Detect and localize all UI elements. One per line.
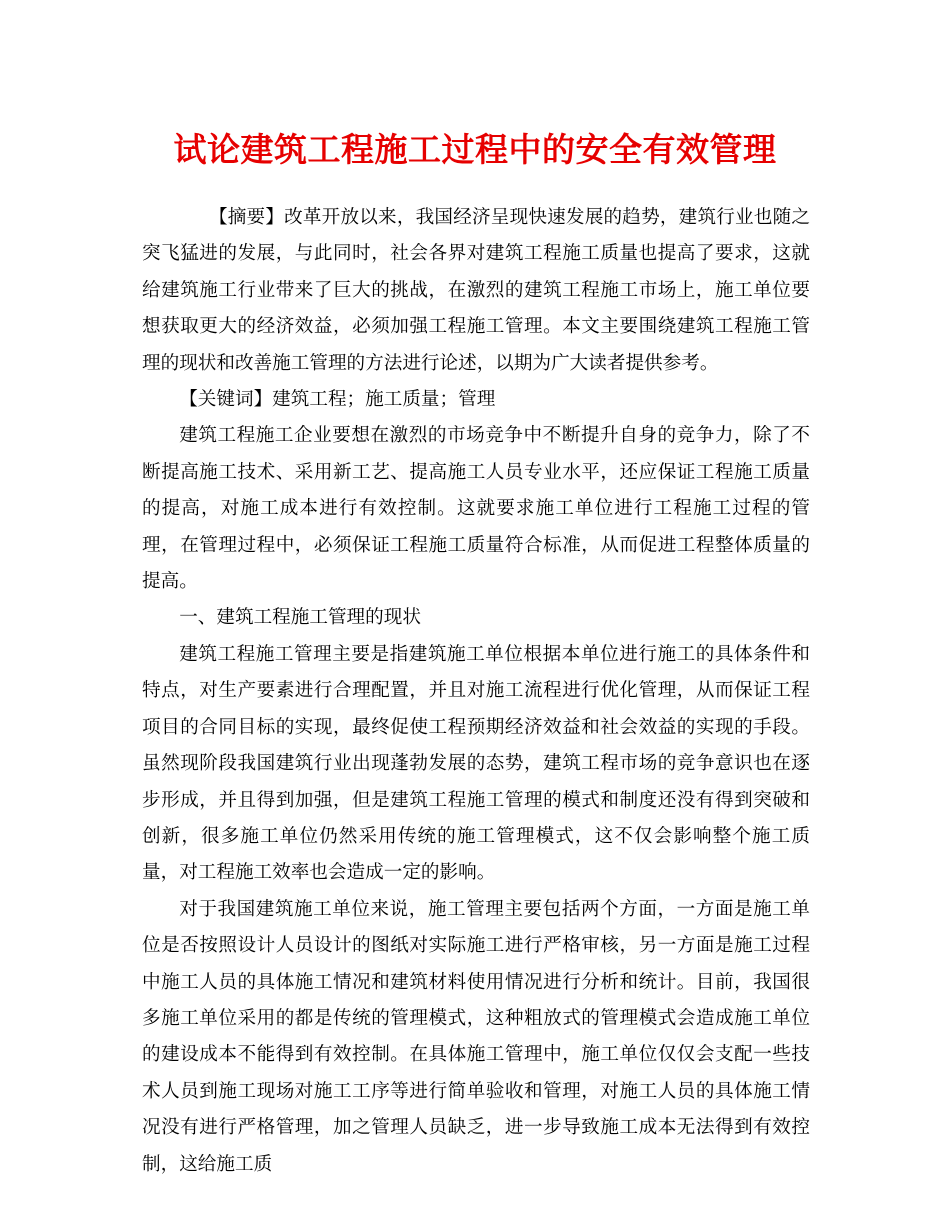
body-paragraph: 对于我国建筑施工单位来说，施工管理主要包括两个方面，一方面是施工单位是否按照设计人员设计的图纸对实际施工进行严格审核，另一方面是施工过程中施工人员的具体施工情况和建筑材料使用情况进行分析和统计。目前，我国很多施工单位采用的都是传统的管理模式，这种粗放式的管理模式会造成施工单位的建设成本不能得到有效控制。在具体施工管理中，施工单位仅仅会支配一些技术人员到施工现场对施工工序等进行简单验收和管理，对施工人员的具体施工情况没有进行严格管理，加之管理人员缺乏，进一步导致施工成本无法得到有效控制，这给施工质 [142,898,810,1175]
document-title: 试论建筑工程施工过程中的安全有效管理 [173,130,777,169]
abstract-paragraph: 【摘要】改革开放以来，我国经济呈现快速发展的趋势，建筑行业也随之突飞猛进的发展，与此同时，社会各界对建筑工程施工质量也提高了要求，这就给建筑施工行业带来了巨大的挑战，在激烈的建筑工程施工市场上，施工单位要想获取更大的经济效益，必须加强工程施工管理。本文主要围绕建筑工程施工管理的现状和改善施工管理的方法进行论述，以期为广大读者提供参考。 [142,207,810,374]
body-paragraph: 建筑工程施工管理主要是指建筑施工单位根据本单位进行施工的具体条件和特点，对生产要素进行合理配置，并且对施工流程进行优化管理，从而保证工程项目的合同目标的实现，最终促使工程预期经济效益和社会效益的实现的手段。虽然现阶段我国建筑行业出现蓬勃发展的态势，建筑工程市场的竞争意识也在逐步形成，并且得到加强，但是建筑工程施工管理的模式和制度还没有得到突破和创新，很多施工单位仍然采用传统的施工管理模式，这不仅会影响整个施工质量，对工程施工效率也会造成一定的影响。 [142,643,810,884]
keywords-paragraph: 【关键词】建筑工程；施工质量；管理 [179,389,496,411]
section-heading-1: 一、建筑工程施工管理的现状 [179,607,421,629]
document-body [142,200,810,1183]
intro-paragraph: 建筑工程施工企业要想在激烈的市场竞争中不断提升自身的竞争力，除了不断提高施工技术、采用新工艺、提高施工人员专业水平，还应保证工程施工质量的提高，对施工成本进行有效控制。这就要求施工单位进行工程施工过程的管理，在管理过程中，必须保证工程施工质量符合标准，从而促进工程整体质量的提高。 [142,425,810,593]
